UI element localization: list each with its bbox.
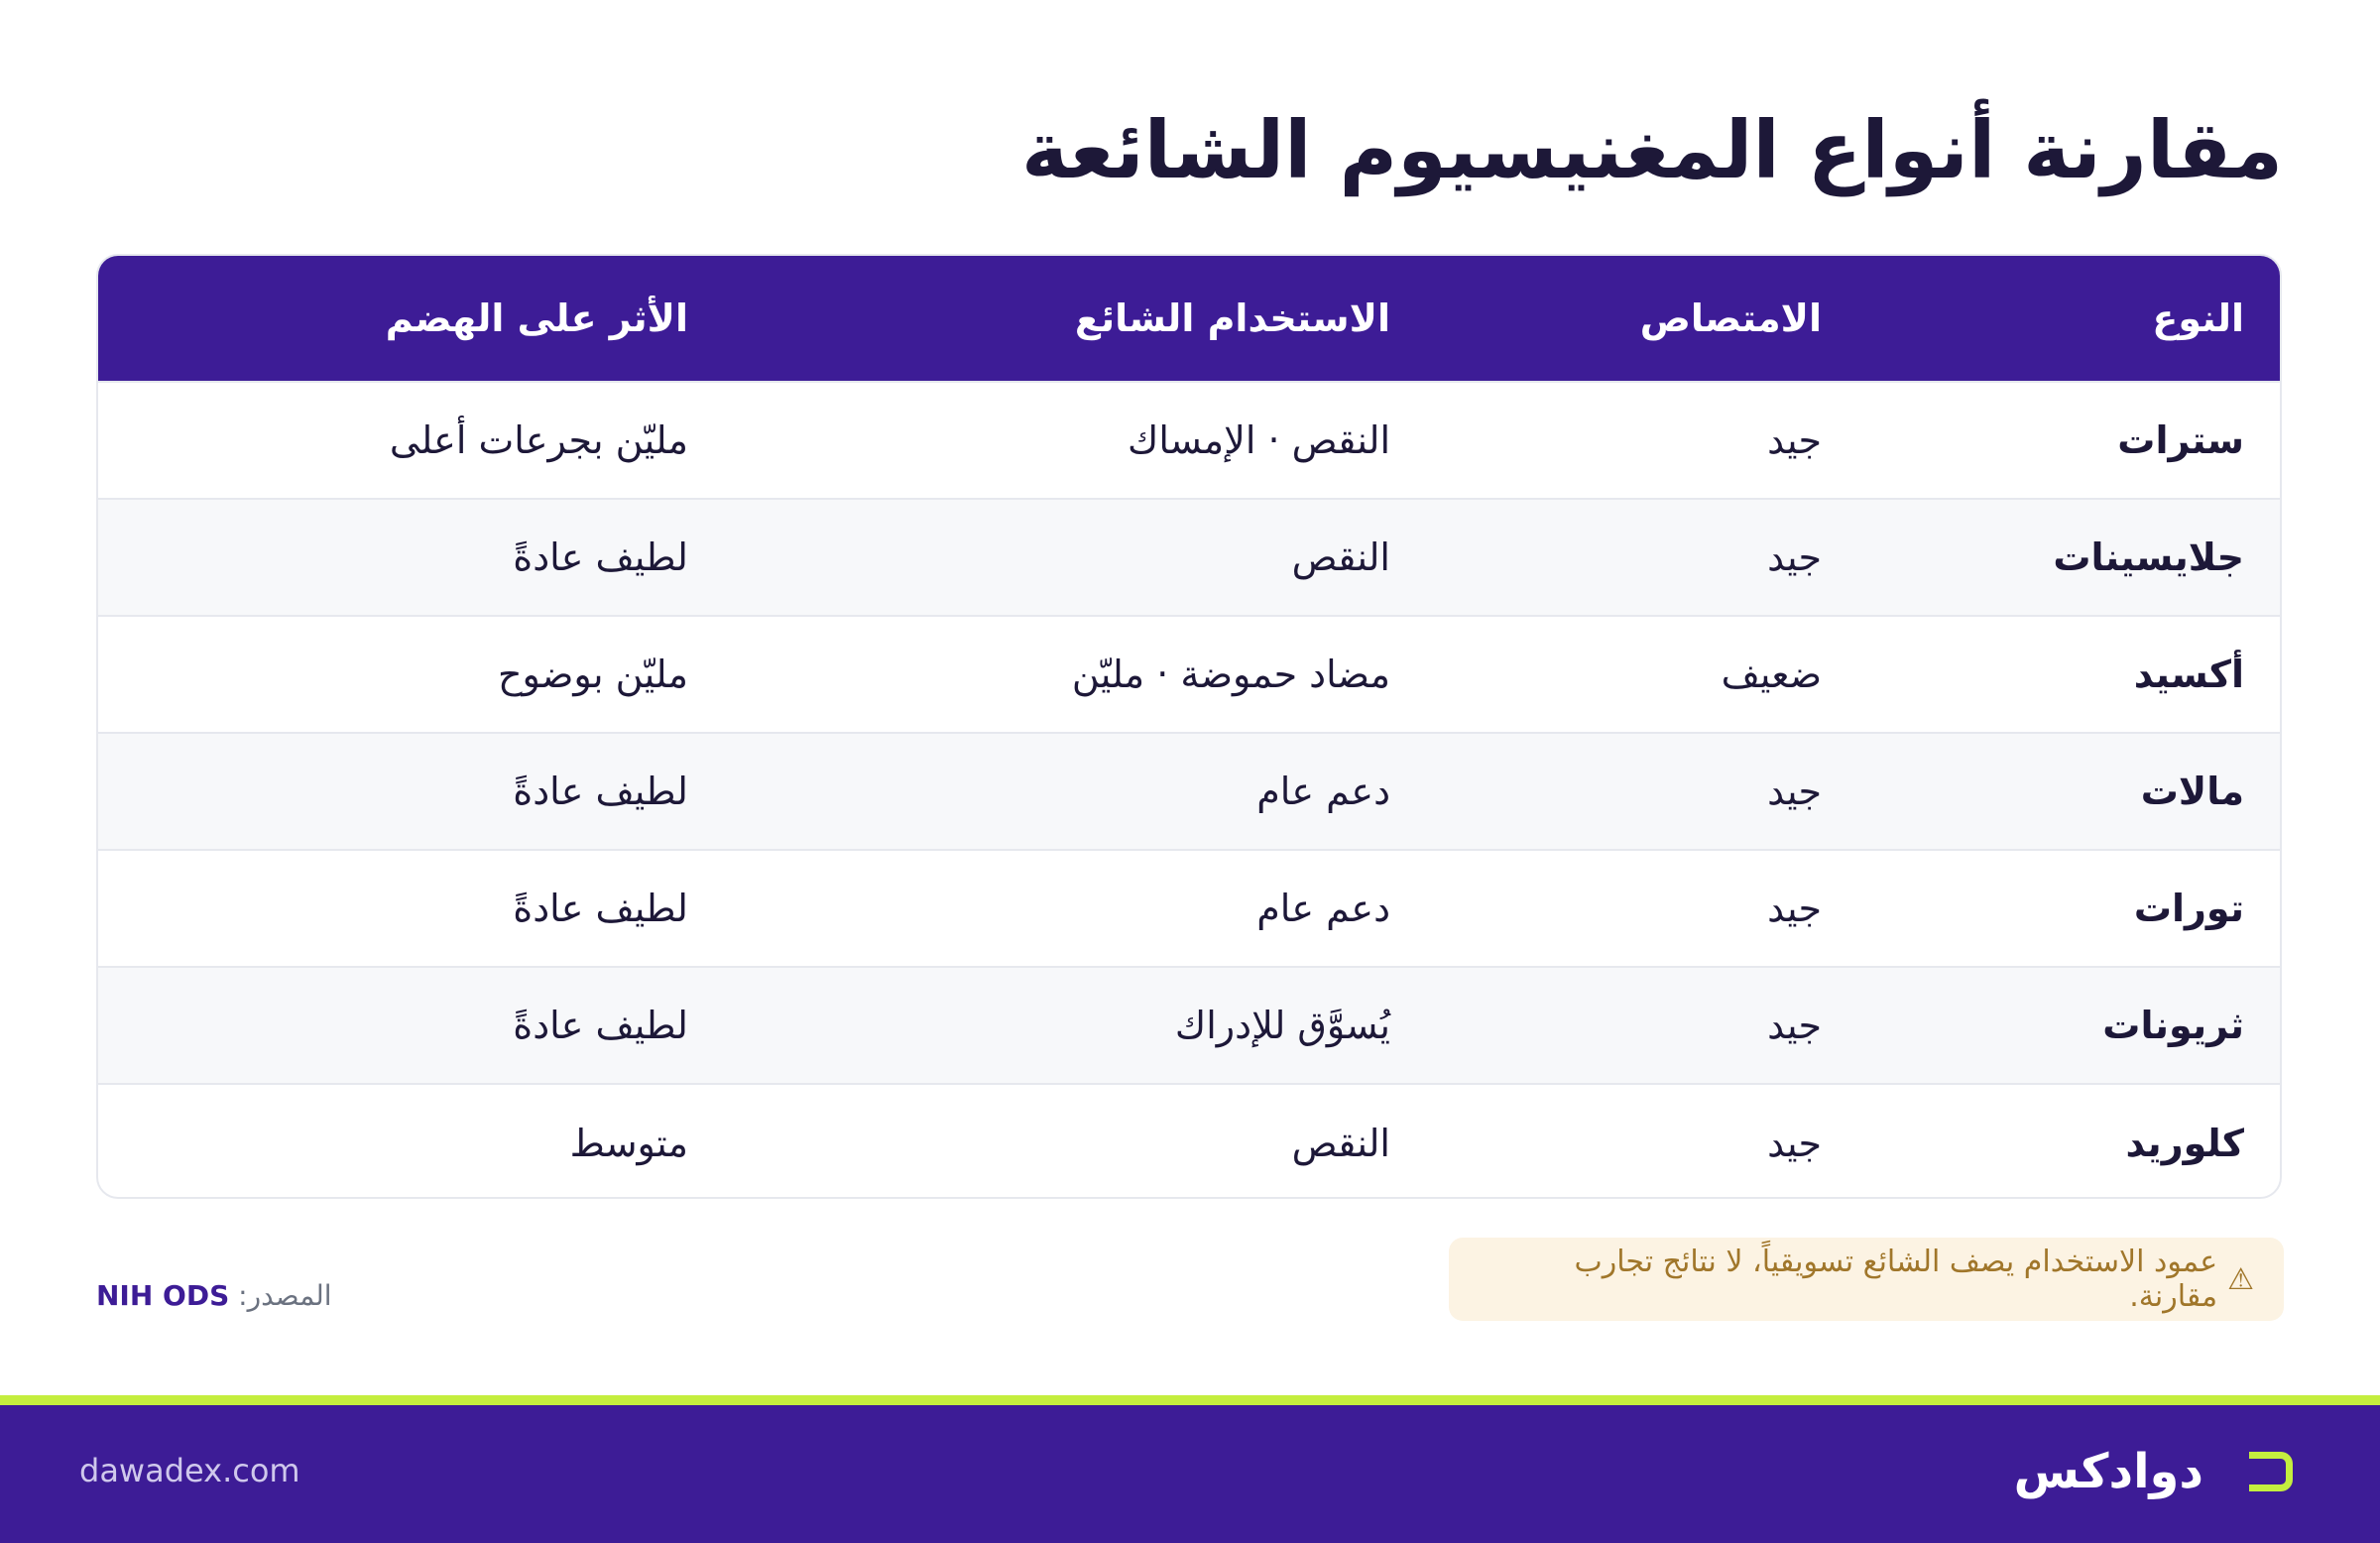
brand-name: دوادكس [2013,1443,2203,1499]
cell-absorption: جيد [1767,535,1822,579]
cell-type: ثريونات [2102,1004,2244,1047]
table-row [98,733,2280,850]
footer-brand [2014,1405,2293,1537]
cell-absorption: جيد [1767,887,1822,930]
cell-digestive-effect: لطيف عادةً [513,770,688,813]
table-row [98,382,2280,499]
warning-icon: ⚠ [2227,1261,2254,1297]
footer-site-url[interactable]: dawadex.com [79,1452,300,1489]
cell-common-use: النقص [1291,1121,1390,1165]
cell-type: سترات [2117,418,2244,462]
cell-common-use: دعم عام [1256,887,1390,930]
source-citation [96,1279,332,1312]
table-header-row [98,256,2280,382]
cell-common-use: يُسوَّق للإدراك [1174,1004,1390,1047]
page-title: مقارنة أنواع المغنيسيوم الشائعة [1020,104,2283,196]
source-label: المصدر: [238,1279,332,1312]
header-type: النوع [2152,297,2244,340]
cell-common-use: مضاد حموضة · مليّن [1071,653,1390,696]
header-common-use: الاستخدام الشائع [1074,297,1390,340]
cell-type: كلوريد [2125,1121,2244,1165]
cell-digestive-effect: لطيف عادةً [513,535,688,579]
cell-digestive-effect: متوسط [569,1121,688,1165]
comparison-table [96,254,2282,1199]
cell-type: أكسيد [2133,653,2244,696]
brand-logo-icon [2249,1452,2293,1491]
cell-common-use: النقص [1291,535,1390,579]
disclaimer-note [1449,1238,2284,1321]
cell-common-use: النقص · الإمساك [1128,418,1390,462]
cell-absorption: جيد [1767,770,1822,813]
cell-digestive-effect: مليّن بوضوح [497,653,688,696]
disclaimer-text: عمود الاستخدام يصف الشائع تسويقياً، لا نتائج تجارب مقارنة. [1574,1245,2218,1314]
cell-absorption: جيد [1767,418,1822,462]
source-value: NIH ODS [96,1279,230,1312]
header-digestive-effect: الأثر على الهضم [385,297,688,340]
table-row [98,967,2280,1084]
cell-type: تورات [2133,887,2244,930]
table-row [98,850,2280,967]
cell-absorption: ضعيف [1721,653,1822,696]
footer-accent-line [0,1395,2380,1405]
table-row [98,1084,2280,1199]
table-row [98,616,2280,733]
cell-digestive-effect: مليّن بجرعات أعلى [389,418,688,462]
cell-absorption: جيد [1767,1004,1822,1047]
cell-absorption: جيد [1767,1121,1822,1165]
header-absorption: الامتصاص [1639,297,1822,340]
table-row [98,499,2280,616]
cell-digestive-effect: لطيف عادةً [513,887,688,930]
cell-type: مالات [2140,770,2244,813]
cell-common-use: دعم عام [1256,770,1390,813]
footer-bar [0,1405,2380,1543]
cell-digestive-effect: لطيف عادةً [513,1004,688,1047]
cell-type: جلايسينات [2053,535,2244,579]
